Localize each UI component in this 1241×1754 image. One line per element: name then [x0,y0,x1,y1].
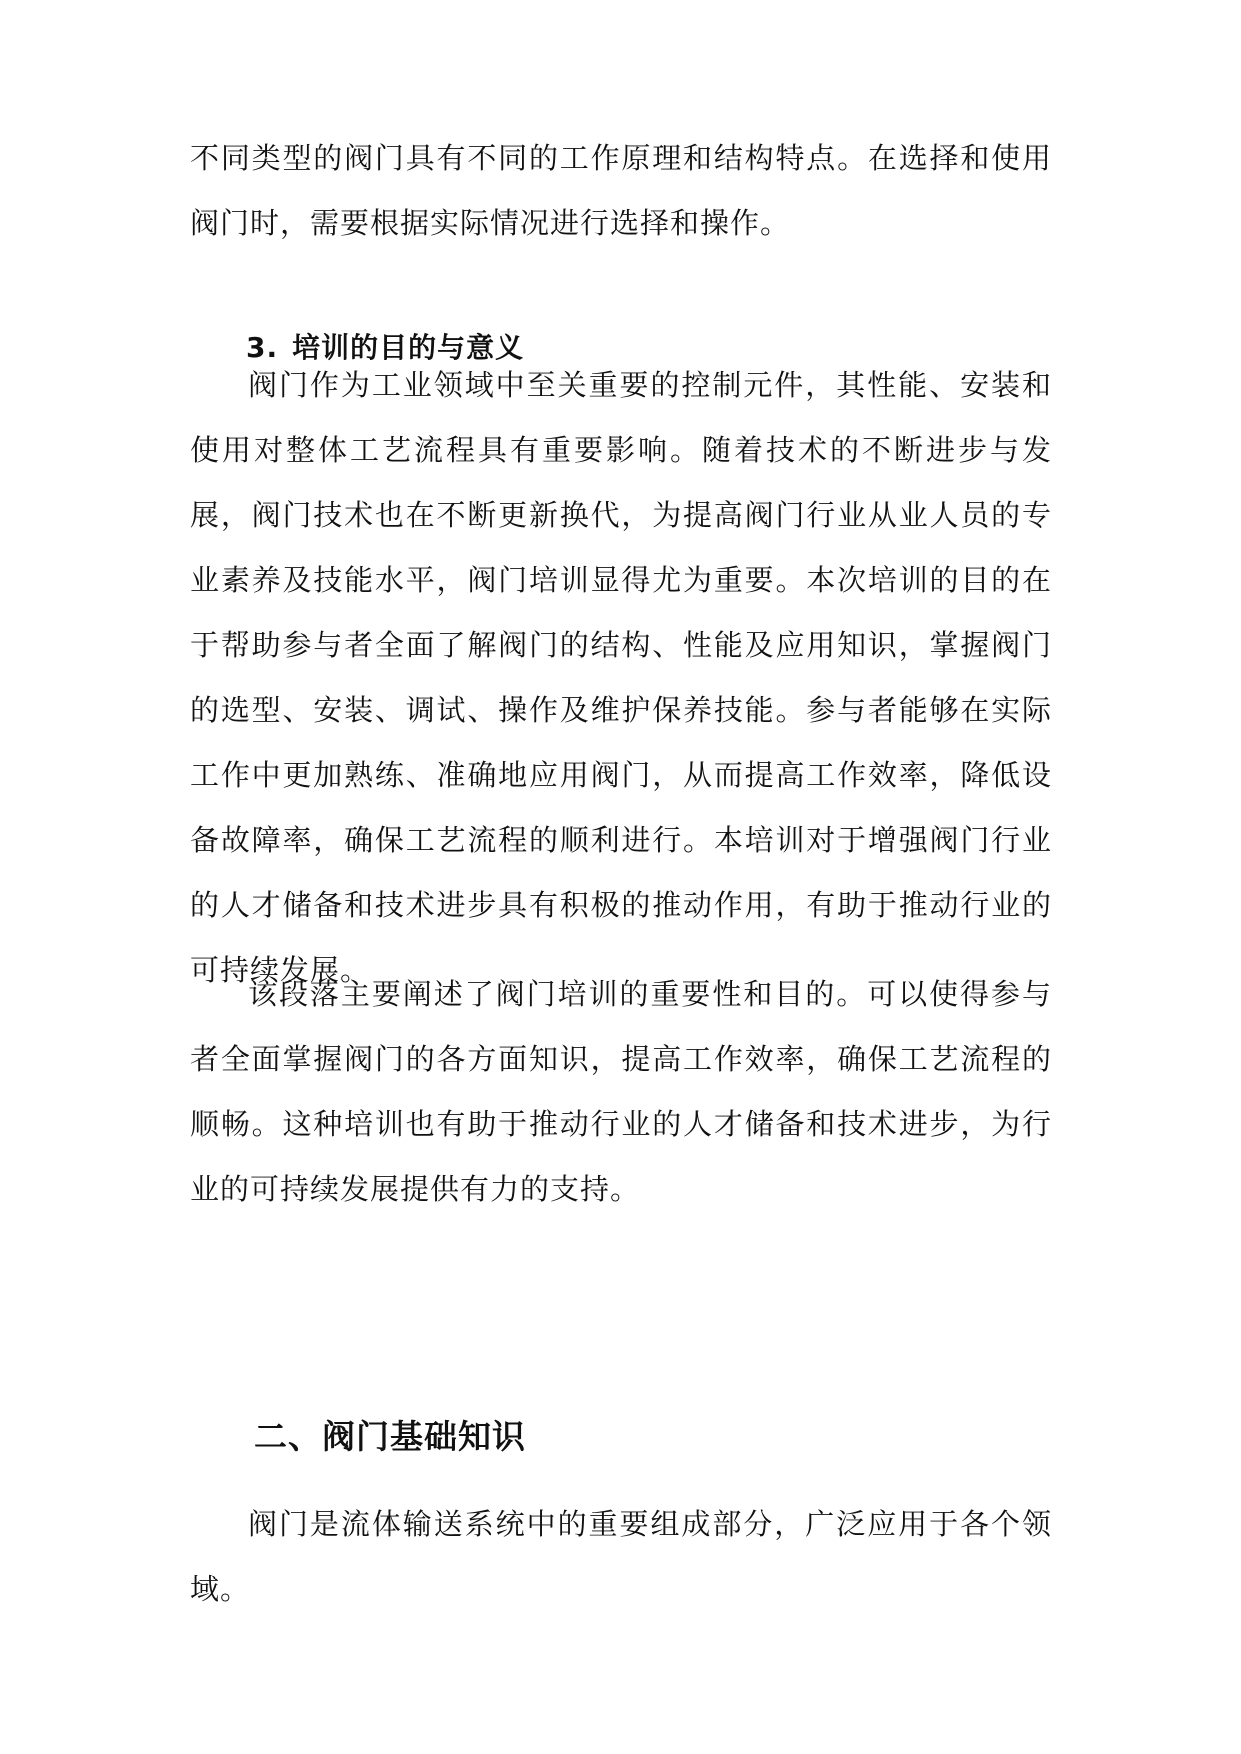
paragraph-summary: 该段落主要阐述了阀门培训的重要性和目的。可以使得参与者全面掌握阀门的各方面知识，提高工作效率，确保工艺流程的顺畅。这种培训也有助于推动行业的人才储备和技术进步，为行业的可持续发展提供有力的支持。 [190,977,1052,1206]
paragraph-valve-types: 不同类型的阀门具有不同的工作原理和结构特点。在选择和使用阀门时，需要根据实际情况进行选择和操作。 [190,141,1052,240]
paragraph-training-purpose: 阀门作为工业领域中至关重要的控制元件，其性能、安装和使用对整体工艺流程具有重要影响。随着技术的不断进步与发展，阀门技术也在不断更新换代，为提高阀门行业从业人员的专业素养及技能水平，阀门培训显得尤为重要。本次培训的目的在于帮助参与者全面了解阀门的结构、性能及应用知识，掌握阀门的选型、安装、调试、操作及维护保养技能。参与者能够在实际工作中更加熟练、准确地应用阀门，从而提高工作效率，降低设备故障率，确保工艺流程的顺利进行。本培训对于增强阀门行业的人才储备和技术进步具有积极的推动作用，有助于推动行业的可持续发展。 [190,368,1052,987]
section-title: 培训的目的与意义 [292,331,525,364]
section-number: 3. [246,331,279,364]
paragraph-valve-basics-intro: 阀门是流体输送系统中的重要组成部分，广泛应用于各个领域。 [190,1507,1052,1606]
chapter-heading-valve-basics: 二、阀门基础知识 [254,1417,526,1456]
